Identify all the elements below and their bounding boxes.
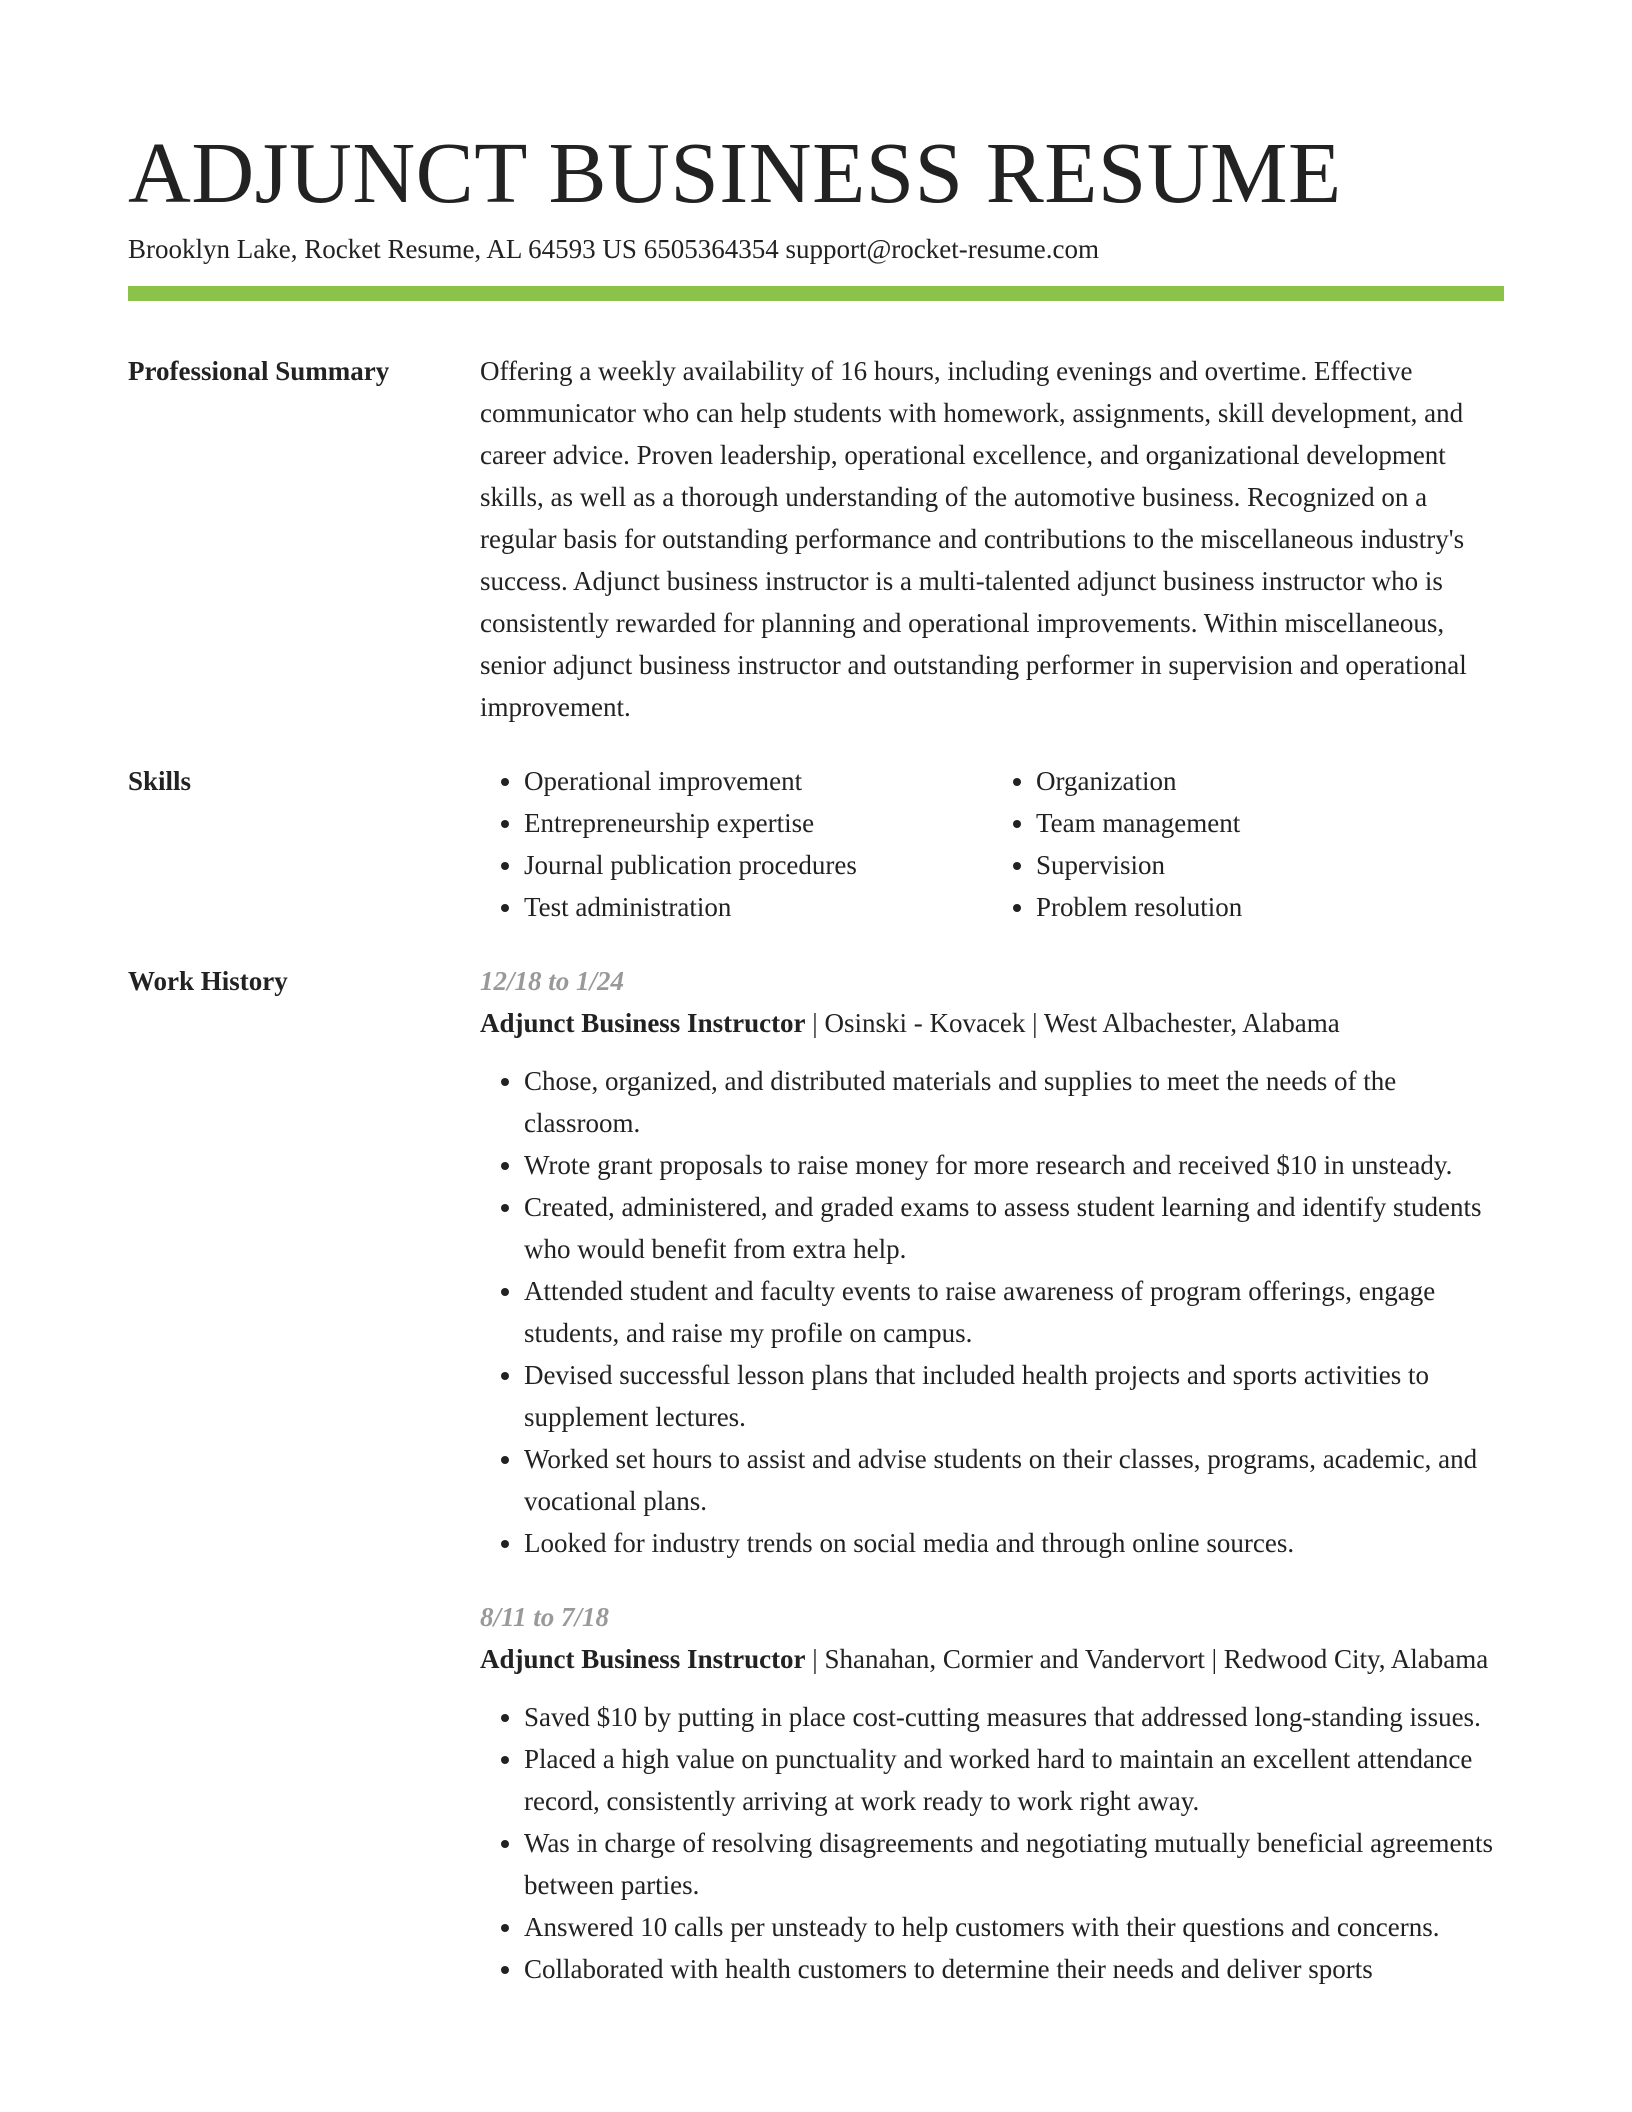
job-bullet: • Attended student and faculty events to raise awareness of program offerings, engage students, and raise my profile on campus.: [524, 1270, 1504, 1354]
job-entry: [480, 960, 1504, 1564]
skills-list-left: [480, 760, 992, 928]
job-heading: [480, 1638, 1504, 1680]
skills-section: [480, 760, 1504, 928]
job-bullet: • Was in charge of resolving disagreements and negotiating mutually beneficial agreements between parties.: [524, 1822, 1504, 1906]
job-title: Adjunct Business Instructor: [480, 1644, 806, 1674]
job-details: | Shanahan, Cormier and Vandervort | Redwood City, Alabama: [805, 1644, 1489, 1674]
job-title: Adjunct Business Instructor: [480, 1008, 806, 1038]
job-bullet: • Worked set hours to assist and advise students on their classes, programs, academic, and vocational plans.: [524, 1438, 1504, 1522]
work-history-label: Work History: [128, 966, 288, 996]
skill-item: • Test administration: [524, 886, 992, 928]
job-bullet: • Collaborated with health customers to determine their needs and deliver sports: [524, 1948, 1504, 1990]
job-bullet: • Wrote grant proposals to raise money for more research and received $10 in unsteady.: [524, 1144, 1504, 1186]
skills-label: Skills: [128, 766, 192, 796]
job-bullet: • Answered 10 calls per unsteady to help customers with their questions and concerns.: [524, 1906, 1504, 1948]
job-bullet: • Placed a high value on punctuality and worked hard to maintain an excellent attendance record, consistently arriving at work ready to work right away.: [524, 1738, 1504, 1822]
job-date: 8/11 to 7/18: [480, 1602, 610, 1632]
job-entry: [480, 1596, 1504, 1990]
summary-section: [480, 350, 1504, 728]
job-date: 12/18 to 1/24: [480, 966, 625, 996]
job-bullet: • Saved $10 by putting in place cost-cutting measures that addressed long-standing issues.: [524, 1696, 1504, 1738]
skill-item: • Team management: [1036, 802, 1504, 844]
skill-item: • Organization: [1036, 760, 1504, 802]
job-bullet: • Devised successful lesson plans that included health projects and sports activities to supplement lectures.: [524, 1354, 1504, 1438]
resume-title: ADJUNCT BUSINESS RESUME: [128, 124, 1342, 221]
accent-divider: [128, 286, 1504, 301]
job-bullet: • Chose, organized, and distributed materials and supplies to meet the needs of the classroom.: [524, 1060, 1504, 1144]
skill-item: • Problem resolution: [1036, 886, 1504, 928]
skill-item: • Journal publication procedures: [524, 844, 992, 886]
skill-item: • Operational improvement: [524, 760, 992, 802]
skills-list-right: [992, 760, 1504, 928]
summary-label: Professional Summary: [128, 356, 390, 386]
summary-text: Offering a weekly availability of 16 hours, including evenings and overtime. Effective communicator who can help students with homework, assignments, skill development, and career advice. Proven leadership, operational excellence, and organizational development skills, as well as a thorough understanding of the automotive business. Recognized on a regular basis for outstanding performance and contributions to the miscellaneous industry's success. Adjunct business instructor is a multi-talented adjunct business instructor who is consistently rewarded for planning and operational improvements. Within miscellaneous, senior adjunct business instructor and outstanding performer in supervision and operational improvement.: [480, 356, 1467, 722]
work-history-section: [480, 960, 1504, 1990]
skill-item: • Supervision: [1036, 844, 1504, 886]
job-heading: [480, 1002, 1504, 1044]
job-details: | Osinski - Kovacek | West Albachester, Alabama: [805, 1008, 1340, 1038]
job-bullets: [480, 1060, 1504, 1564]
job-bullet: • Looked for industry trends on social media and through online sources.: [524, 1522, 1504, 1564]
contact-line: Brooklyn Lake, Rocket Resume, AL 64593 US 6505364354 support@rocket-resume.com: [128, 234, 1099, 264]
skills-grid: [480, 760, 1504, 928]
job-bullet: • Created, administered, and graded exams to assess student learning and identify students who would benefit from extra help.: [524, 1186, 1504, 1270]
skill-item: • Entrepreneurship expertise: [524, 802, 992, 844]
job-bullets: [480, 1696, 1504, 1990]
